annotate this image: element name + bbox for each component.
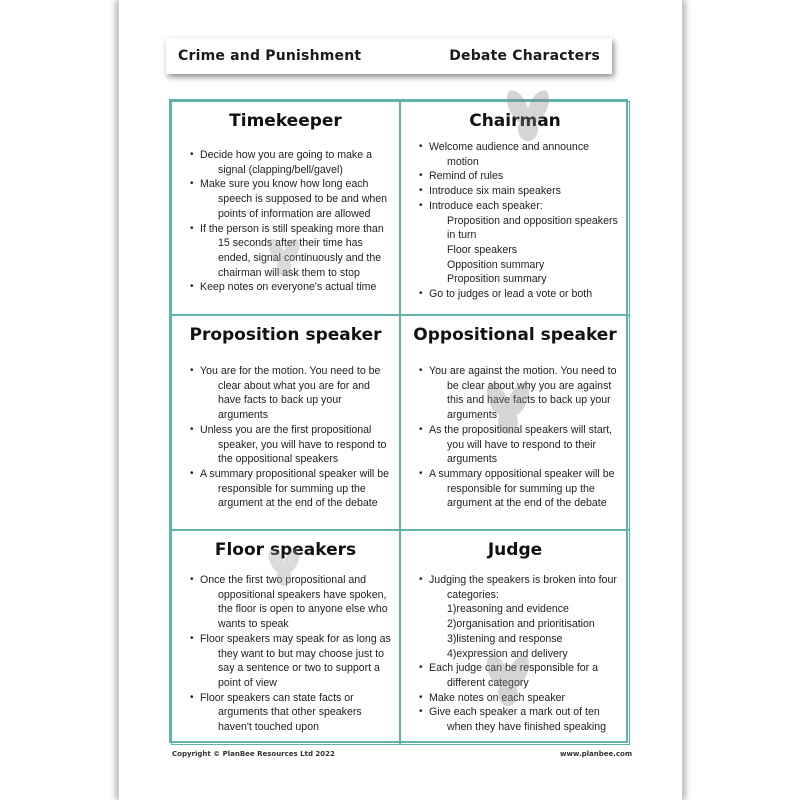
bullet-continuation: points of information are allowed [218, 207, 371, 220]
bullet-continuation: oppositional speakers have spoken, [218, 588, 387, 601]
bullet-item: • Go to judges or lead a vote or both [419, 287, 623, 302]
card-floor-speakers [171, 530, 400, 745]
bullet-continuation: arguments that other speakers [218, 706, 362, 719]
card-title: Chairman [469, 111, 561, 131]
bullet-continuation: the oppositional speakers [218, 453, 339, 466]
card-proposition-speaker [171, 315, 400, 530]
bullet-continuation: you will have to respond to their [447, 438, 596, 451]
bullet-item: • You are for the motion. You need to be [190, 364, 393, 379]
bullet-continuation: categories: [447, 588, 499, 601]
bullet-continuation: this and have facts to back up your [447, 394, 611, 407]
bullet-continuation: they want to but may choose just to [218, 647, 385, 660]
bullet-continuation: 1)reasoning and evidence [447, 603, 569, 616]
bullet-continuation: speaker, you will have to respond to [218, 438, 387, 451]
bullet-item: • Keep notes on everyone's actual time [190, 280, 393, 295]
card-list [407, 573, 623, 735]
card-list [407, 364, 623, 511]
bullet-item: • Judging the speakers is broken into four [419, 573, 623, 588]
bullet-continuation: clear about what you are for and [218, 379, 370, 392]
bullet-continuation: arguments [447, 453, 498, 466]
bullet-continuation: have facts to back up your [218, 394, 342, 407]
bullet-continuation: haven't touched upon [218, 721, 319, 734]
bullet-continuation: 4)expression and delivery [447, 647, 568, 660]
card-oppositional-speaker [400, 315, 630, 530]
bullet-item: • A summary propositional speaker will be [190, 467, 393, 482]
bullet-item: • If the person is still speaking more than [190, 222, 393, 237]
bullet-item: • Floor speakers can state facts or [190, 691, 393, 706]
bullet-continuation: motion [447, 155, 479, 168]
bullet-item: • Unless you are the first propositional [190, 423, 393, 438]
worksheet-title: Crime and Punishment [178, 48, 362, 64]
bullet-continuation: speech is supposed to be and when [218, 193, 388, 206]
bullet-item: • Make notes on each speaker [419, 691, 623, 706]
bullet-item: • Once the first two propositional and [190, 573, 393, 588]
bullet-continuation: arguments [447, 409, 498, 422]
character-grid [169, 99, 628, 743]
bullet-continuation: 2)organisation and prioritisation [447, 618, 595, 631]
bullet-continuation: when they have finished speaking [447, 721, 607, 734]
bullet-continuation: 3)listening and response [447, 632, 563, 645]
bullet-continuation: say a sentence or two to support a [218, 662, 380, 675]
bullet-continuation: argument at the end of the debate [218, 497, 378, 510]
worksheet-subtitle: Debate Characters [449, 48, 600, 64]
bullet-continuation: responsible for summing up the [218, 482, 366, 495]
card-timekeeper [171, 101, 400, 315]
bullet-continuation: argument at the end of the debate [447, 497, 607, 510]
bullet-item: • Welcome audience and announce [419, 140, 623, 155]
bullet-item: • Give each speaker a mark out of ten [419, 705, 623, 720]
card-chairman [400, 101, 630, 315]
card-title: Oppositional speaker [413, 325, 617, 345]
bullet-continuation: arguments [218, 409, 269, 422]
bullet-item: • A summary oppositional speaker will be [419, 467, 623, 482]
bullet-item: • Each judge can be responsible for a [419, 661, 623, 676]
bullet-continuation: ended, signal continuously and the [218, 251, 382, 264]
card-list [407, 140, 623, 302]
bullet-item: • Decide how you are going to make a [190, 148, 393, 163]
bullet-continuation: signal (clapping/bell/gavel) [218, 163, 343, 176]
bullet-item: • Introduce each speaker: [419, 199, 623, 214]
bullet-item: • Floor speakers may speak for as long as [190, 632, 393, 647]
bullet-continuation: in turn [447, 229, 477, 242]
bullet-continuation: chairman will ask them to stop [218, 266, 360, 279]
bullet-continuation: point of view [218, 676, 277, 689]
copyright-notice: Copyright © PlanBee Resources Ltd 2022 [172, 750, 335, 758]
bullet-item: • As the propositional speakers will start, [419, 423, 623, 438]
card-judge [400, 530, 630, 745]
bullet-continuation: wants to speak [218, 618, 289, 631]
card-title: Floor speakers [214, 540, 357, 560]
bullet-continuation: Floor speakers [447, 243, 518, 256]
card-title: Timekeeper [229, 111, 342, 131]
card-title: Proposition speaker [189, 325, 382, 345]
bullet-continuation: Proposition and opposition speakers [447, 214, 618, 227]
bullet-item: • Remind of rules [419, 169, 623, 184]
bullet-continuation: 15 seconds after their time has [218, 237, 363, 250]
bullet-item: • Make sure you know how long each [190, 177, 393, 192]
bullet-item: • You are against the motion. You need to [419, 364, 623, 379]
bullet-continuation: responsible for summing up the [447, 482, 595, 495]
bullet-continuation: Opposition summary [447, 258, 545, 271]
bullet-item: • Introduce six main speakers [419, 184, 623, 199]
bullet-continuation: be clear about why you are against [447, 379, 612, 392]
website-url: www.planbee.com [560, 750, 633, 758]
card-title: Judge [487, 540, 543, 560]
card-list [178, 148, 393, 295]
bullet-continuation: different category [447, 676, 529, 689]
card-list [178, 573, 393, 735]
header-bar [166, 38, 612, 74]
bullet-continuation: the floor is open to anyone else who [218, 603, 388, 616]
card-list [178, 364, 393, 511]
bullet-continuation: Proposition summary [447, 273, 547, 286]
